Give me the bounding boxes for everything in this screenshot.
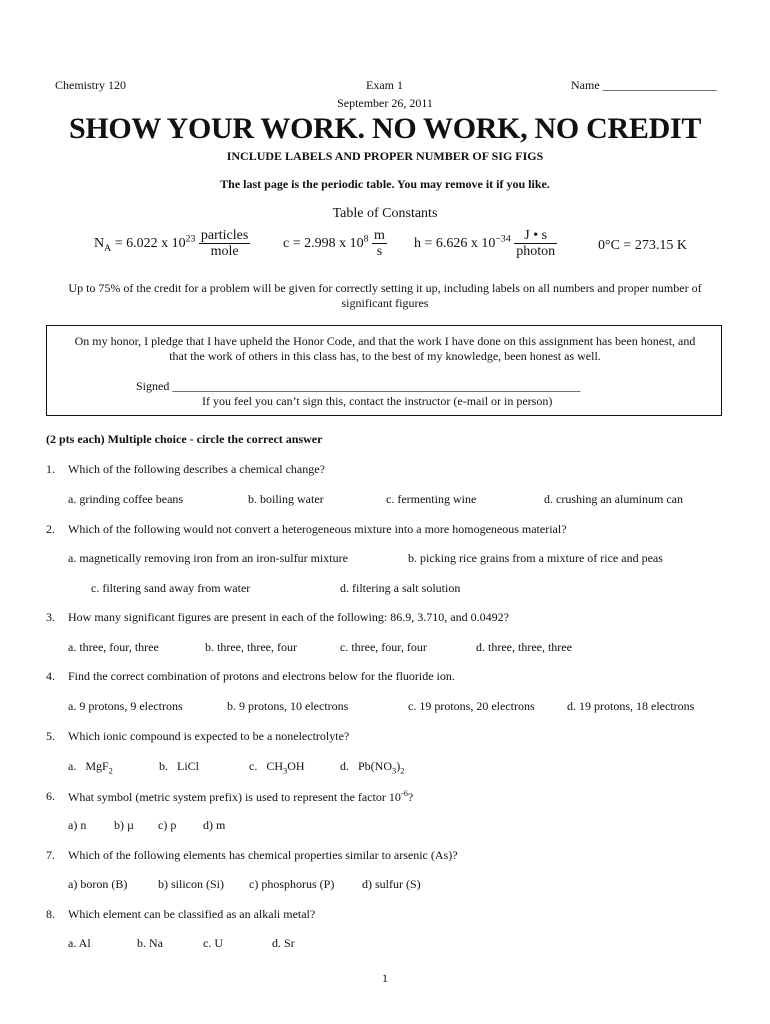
exam-label: Exam 1 bbox=[366, 78, 403, 92]
question-number: 4. bbox=[46, 669, 55, 683]
answer-option[interactable]: a. three, four, three bbox=[68, 640, 159, 654]
planck-units: $\frac{J • s}{\text{photon}}$ bbox=[516, 228, 556, 260]
question-number: 2. bbox=[46, 522, 55, 536]
speed-of-light-constant: c = 2.998 x $10^8$ $\frac{m}{s}$ bbox=[283, 228, 385, 260]
answer-option[interactable]: b) µ bbox=[114, 818, 134, 832]
honor-line2: that the work of others in this class has, to the best of my knowledge, been honest as well. bbox=[169, 349, 601, 363]
answer-option[interactable]: d. filtering a salt solution bbox=[340, 581, 461, 595]
subtitle: INCLUDE LABELS AND PROPER NUMBER OF SIG FIGS bbox=[226, 149, 544, 163]
avogadro-units: $\frac{\text{particles}}{\text{mole}}$ bbox=[200, 228, 249, 260]
answer-option[interactable]: c. U bbox=[203, 936, 223, 950]
question-text: Which of the following would not convert a heterogeneous mixture into a more homogeneous material? bbox=[68, 522, 567, 536]
answer-option[interactable]: b. three, three, four bbox=[205, 640, 297, 654]
page-number: 1 bbox=[382, 971, 388, 985]
exam-date: September 26, 2011 bbox=[337, 96, 433, 110]
answer-option[interactable]: b. picking rice grains from a mixture of rice and peas bbox=[408, 551, 663, 565]
answer-option[interactable]: c. $CH_3OH$ bbox=[249, 759, 305, 776]
answer-option[interactable]: b. boiling water bbox=[248, 492, 324, 506]
answer-option[interactable]: a. Al bbox=[68, 936, 91, 950]
answer-option[interactable]: b. Na bbox=[137, 936, 163, 950]
signature-line: Signed ____________________________________________________________________ bbox=[136, 379, 581, 393]
honor-contact-note: If you feel you can’t sign this, contact the instructor (e-mail or in person) bbox=[202, 394, 553, 408]
answer-option[interactable]: b. LiCl bbox=[159, 759, 200, 773]
answer-option[interactable]: a. 9 protons, 9 electrons bbox=[68, 699, 183, 713]
avogadro-constant: $N_A = 6.022$ x $10^{23}$ $\frac{\text{particles}}{\text{mole}}$ bbox=[94, 228, 249, 260]
speed-of-light-units: $\frac{m}{s}$ bbox=[374, 228, 385, 260]
question-text: Which ionic compound is expected to be a nonelectrolyte? bbox=[68, 729, 350, 743]
name-field: Name ___________________ bbox=[571, 78, 717, 92]
constants-heading: Table of Constants bbox=[332, 206, 438, 221]
answer-option[interactable]: a. MgF$_2$ bbox=[68, 759, 113, 776]
planck-constant: h = 6.626 x $10^{-34}$ $\frac{J • s}{\text{photon}}$ bbox=[414, 228, 556, 260]
credit-note-line2: significant figures bbox=[341, 296, 429, 310]
question-text: Find the correct combination of protons and electrons below for the fluoride ion. bbox=[68, 669, 455, 683]
question-number: 7. bbox=[46, 848, 55, 862]
question-text: How many significant figures are present in each of the following: 86.9, 3.710, and 0.0492? bbox=[68, 610, 509, 624]
answer-option[interactable]: a. magnetically removing iron from an iron-sulfur mixture bbox=[68, 551, 348, 565]
answer-option[interactable]: d) m bbox=[203, 818, 226, 832]
question-number: 8. bbox=[46, 907, 55, 921]
answer-option[interactable]: c. 19 protons, 20 electrons bbox=[408, 699, 535, 713]
course-name: Chemistry 120 bbox=[55, 78, 126, 92]
answer-option[interactable]: a) boron (B) bbox=[68, 877, 128, 891]
answer-option[interactable]: c. filtering sand away from water bbox=[91, 581, 251, 595]
honor-line1: On my honor, I pledge that I have upheld the Honor Code, and that the work I have done on this assignment has been honest, and bbox=[74, 334, 696, 348]
answer-option[interactable]: d. 19 protons, 18 electrons bbox=[567, 699, 695, 713]
question-text: Which of the following elements has chemical properties similar to arsenic (As)? bbox=[68, 848, 458, 862]
periodic-note: The last page is the periodic table. You may remove it if you like. bbox=[220, 177, 550, 191]
answer-option[interactable]: d. crushing an aluminum can bbox=[544, 492, 683, 506]
answer-option[interactable]: d. Sr bbox=[272, 936, 295, 950]
answer-option[interactable]: d. three, three, three bbox=[476, 640, 572, 654]
question-text: What symbol (metric system prefix) is used to represent the factor $10^{-6}$? bbox=[68, 789, 414, 804]
question-text: Which of the following describes a chemical change? bbox=[68, 462, 325, 476]
section-heading: (2 pts each) Multiple choice - circle the correct answer bbox=[46, 432, 323, 446]
answer-option[interactable]: a. grinding coffee beans bbox=[68, 492, 184, 506]
credit-note-line1: Up to 75% of the credit for a problem will be given for correctly setting it up, including labels on all numbers and proper number of bbox=[68, 281, 702, 295]
page-title: SHOW YOUR WORK. NO WORK, NO CREDIT bbox=[68, 112, 702, 145]
celsius-kelvin-conversion: 0°C = 273.15 K bbox=[598, 238, 687, 253]
answer-option[interactable]: d. $Pb(NO_3)_2$ bbox=[340, 759, 405, 776]
question-text: Which element can be classified as an alkali metal? bbox=[68, 907, 316, 921]
answer-option[interactable]: a) n bbox=[68, 818, 87, 832]
question-number: 5. bbox=[46, 729, 55, 743]
answer-option[interactable]: d) sulfur (S) bbox=[362, 877, 421, 891]
answer-option[interactable]: b) silicon (Si) bbox=[158, 877, 224, 891]
question-number: 6. bbox=[46, 789, 55, 803]
answer-option[interactable]: c) p bbox=[158, 818, 177, 832]
answer-option[interactable]: c) phosphorus (P) bbox=[249, 877, 335, 891]
answer-option[interactable]: c. three, four, four bbox=[340, 640, 427, 654]
answer-option[interactable]: b. 9 protons, 10 electrons bbox=[227, 699, 349, 713]
question-number: 3. bbox=[46, 610, 55, 624]
question-number: 1. bbox=[46, 462, 55, 476]
answer-option[interactable]: c. fermenting wine bbox=[386, 492, 477, 506]
